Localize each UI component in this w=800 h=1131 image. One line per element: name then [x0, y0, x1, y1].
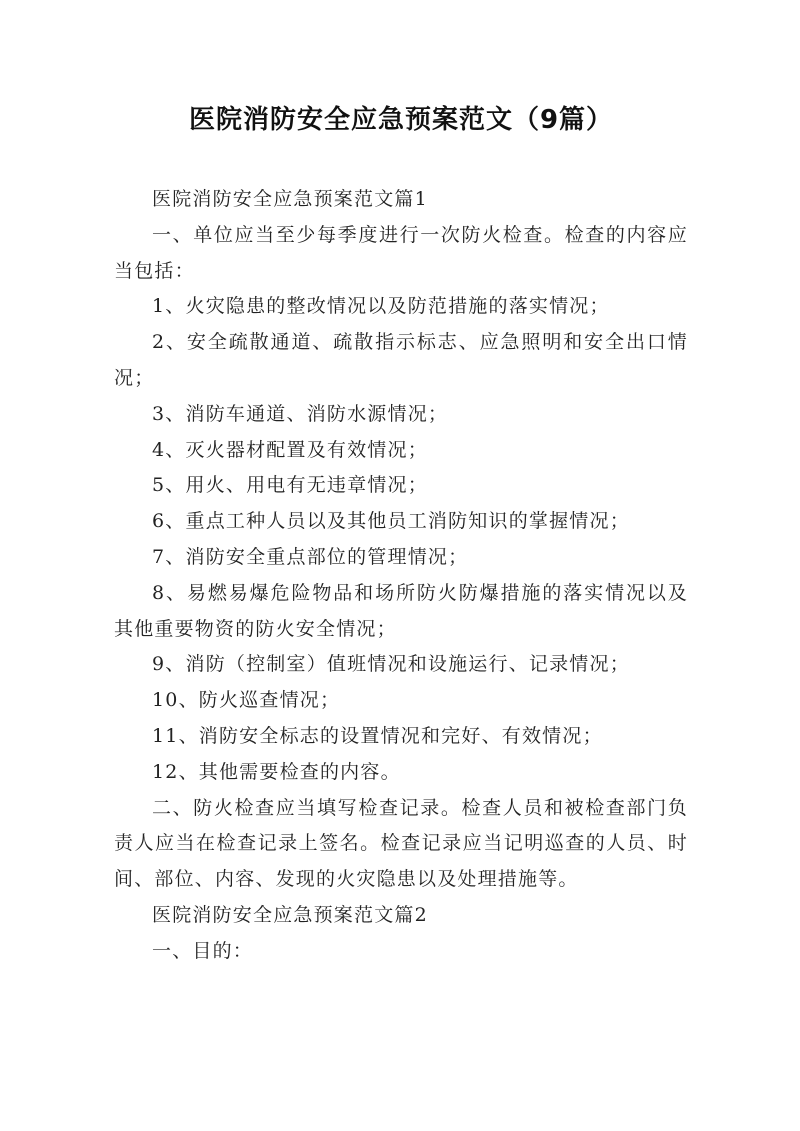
list-item: 1、火灾隐患的整改情况以及防范措施的落实情况；: [152, 295, 610, 318]
list-item: 5、用火、用电有无违章情况；: [152, 474, 428, 497]
paragraph-inspection-intro: 一、单位应当至少每季度进行一次防火检查。检查的内容应当包括：: [114, 223, 688, 282]
paragraph-purpose: 一、目的：: [152, 939, 254, 962]
list-item: 11、消防安全标志的设置情况和完好、有效情况；: [152, 724, 603, 747]
list-item: 6、重点工种人员以及其他员工消防知识的掌握情况；: [152, 510, 630, 533]
document-title: 医院消防安全应急预案范文（9篇）: [188, 105, 614, 135]
section-heading-1: 医院消防安全应急预案范文篇1: [152, 188, 428, 210]
section-heading-2: 医院消防安全应急预案范文篇2: [152, 903, 428, 926]
document-body: [114, 182, 688, 970]
list-item: 12、其他需要检查的内容。: [152, 760, 401, 783]
list-item: 7、消防安全重点部位的管理情况；: [152, 545, 469, 568]
paragraph-inspection-record: 二、防火检查应当填写检查记录。检查人员和被检查部门负责人应当在检查记录上签名。检查记录应当记明巡查的人员、时间、部位、内容、发现的火灾隐患以及处理措施等。: [114, 796, 688, 891]
list-item: 2、安全疏散通道、疏散指示标志、应急照明和安全出口情况；: [114, 331, 688, 389]
list-item: 9、消防（控制室）值班情况和设施运行、记录情况；: [152, 653, 630, 676]
list-item: 10、防火巡查情况；: [152, 689, 341, 712]
list-item: 4、灭火器材配置及有效情况；: [152, 438, 428, 461]
list-item: 3、消防车通道、消防水源情况；: [152, 402, 449, 425]
list-item: 8、易燃易爆危险物品和场所防火防爆措施的落实情况以及其他重要物资的防火安全情况；: [114, 581, 688, 640]
